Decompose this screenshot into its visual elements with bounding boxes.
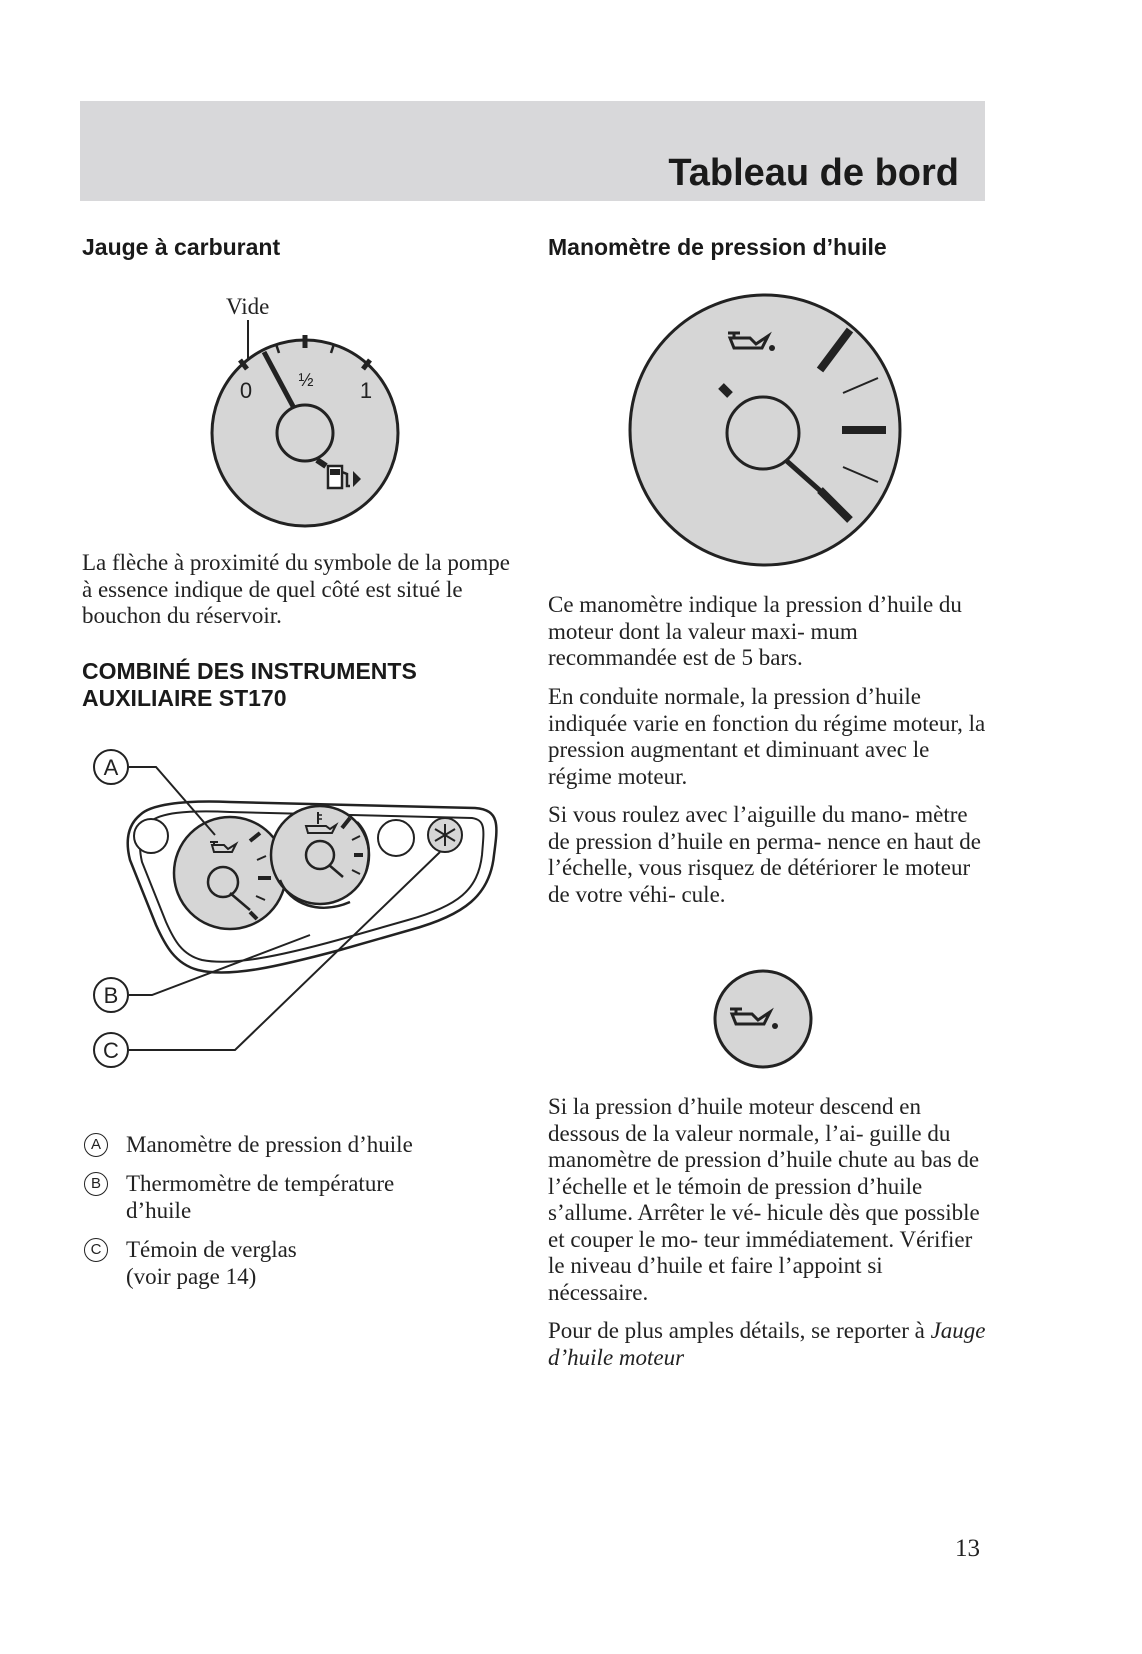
oil-paragraph-2: En conduite normale, la pression d’huile indiquée varie en fonction du régime moteur, la pression augmentant et diminuant avec le régime moteur. xyxy=(548,684,986,789)
cluster-heading-line2: AUXILIAIRE ST170 xyxy=(82,685,287,711)
legend-badge-a: A xyxy=(84,1133,108,1157)
engine-oil-dipstick-reference: Jauge d’huile moteur xyxy=(548,1318,986,1370)
aux-cluster-figure xyxy=(80,730,510,1075)
fuel-tick-half: ½ xyxy=(298,370,314,390)
oil-pressure-hub xyxy=(727,397,799,469)
legend-text-b: Thermomètre de température d’huile xyxy=(126,1171,395,1223)
oil-paragraph-4: Si la pression d’huile moteur descend en dessous de la valeur normale, l’ai- guille du manomètre de pression d’huile chute au bas de l’échelle et le témoin de pression d’huile s’allume. Arrêter le vé- hicule dès que possible et couper le mo- teur immédiatement. Vérifier le niveau d’huile et faire l’appoint si nécessaire. xyxy=(548,1094,980,1305)
oil-pressure-heading: Manomètre de pression d’huile xyxy=(548,234,887,260)
fuel-tick-0: 0 xyxy=(239,378,253,403)
callout-b xyxy=(94,978,128,1012)
oil-paragraph-5 xyxy=(548,1318,988,1371)
legend-item-b xyxy=(84,1171,456,1224)
vide-label: Vide xyxy=(226,294,270,319)
callout-c xyxy=(94,1033,128,1067)
snowflake-icon xyxy=(428,818,462,852)
callout-a xyxy=(94,750,128,784)
oil-warning-lamp xyxy=(712,968,814,1070)
svg-text:C: C xyxy=(103,1038,119,1063)
header-band xyxy=(80,101,985,201)
legend-item-a xyxy=(84,1132,466,1159)
svg-text:A: A xyxy=(103,755,119,780)
legend-item-c xyxy=(84,1237,346,1290)
svg-text:B: B xyxy=(103,983,119,1008)
legend-text-a: Manomètre de pression d’huile xyxy=(126,1132,413,1157)
legend-badge-b: B xyxy=(84,1172,108,1196)
fuel-gauge-figure xyxy=(200,320,410,530)
legend-text-c: Témoin de verglas (voir page 14) xyxy=(126,1237,297,1289)
fuel-paragraph: La flèche à proximité du symbole de la pompe à essence indique de quel côté est situé le bouchon du réservoir. xyxy=(82,550,510,628)
cluster-heading-line1: COMBINÉ DES INSTRUMENTS xyxy=(82,658,417,684)
fuel-gauge-heading: Jauge à carburant xyxy=(82,234,281,260)
oil-pressure-gauge-figure xyxy=(620,290,910,580)
page-title: Tableau de bord xyxy=(668,152,959,194)
oil-paragraph-1: Ce manomètre indique la pression d’huile du moteur dont la valeur maxi- mum recommandée est de 5 bars. xyxy=(548,592,962,670)
oil-paragraph-5-text: Pour de plus amples détails, se reporter à xyxy=(548,1318,931,1343)
fuel-gauge-hub xyxy=(277,405,333,461)
fuel-tick-1: 1 xyxy=(359,378,373,403)
legend-badge-c: C xyxy=(84,1238,108,1262)
oil-paragraph-3: Si vous roulez avec l’aiguille du mano- mètre de pression d’huile en perma- nence en haut de l’échelle, vous risquez de détériorer le moteur de votre véhi- cule. xyxy=(548,802,981,907)
page-number: 13 xyxy=(955,1535,980,1562)
